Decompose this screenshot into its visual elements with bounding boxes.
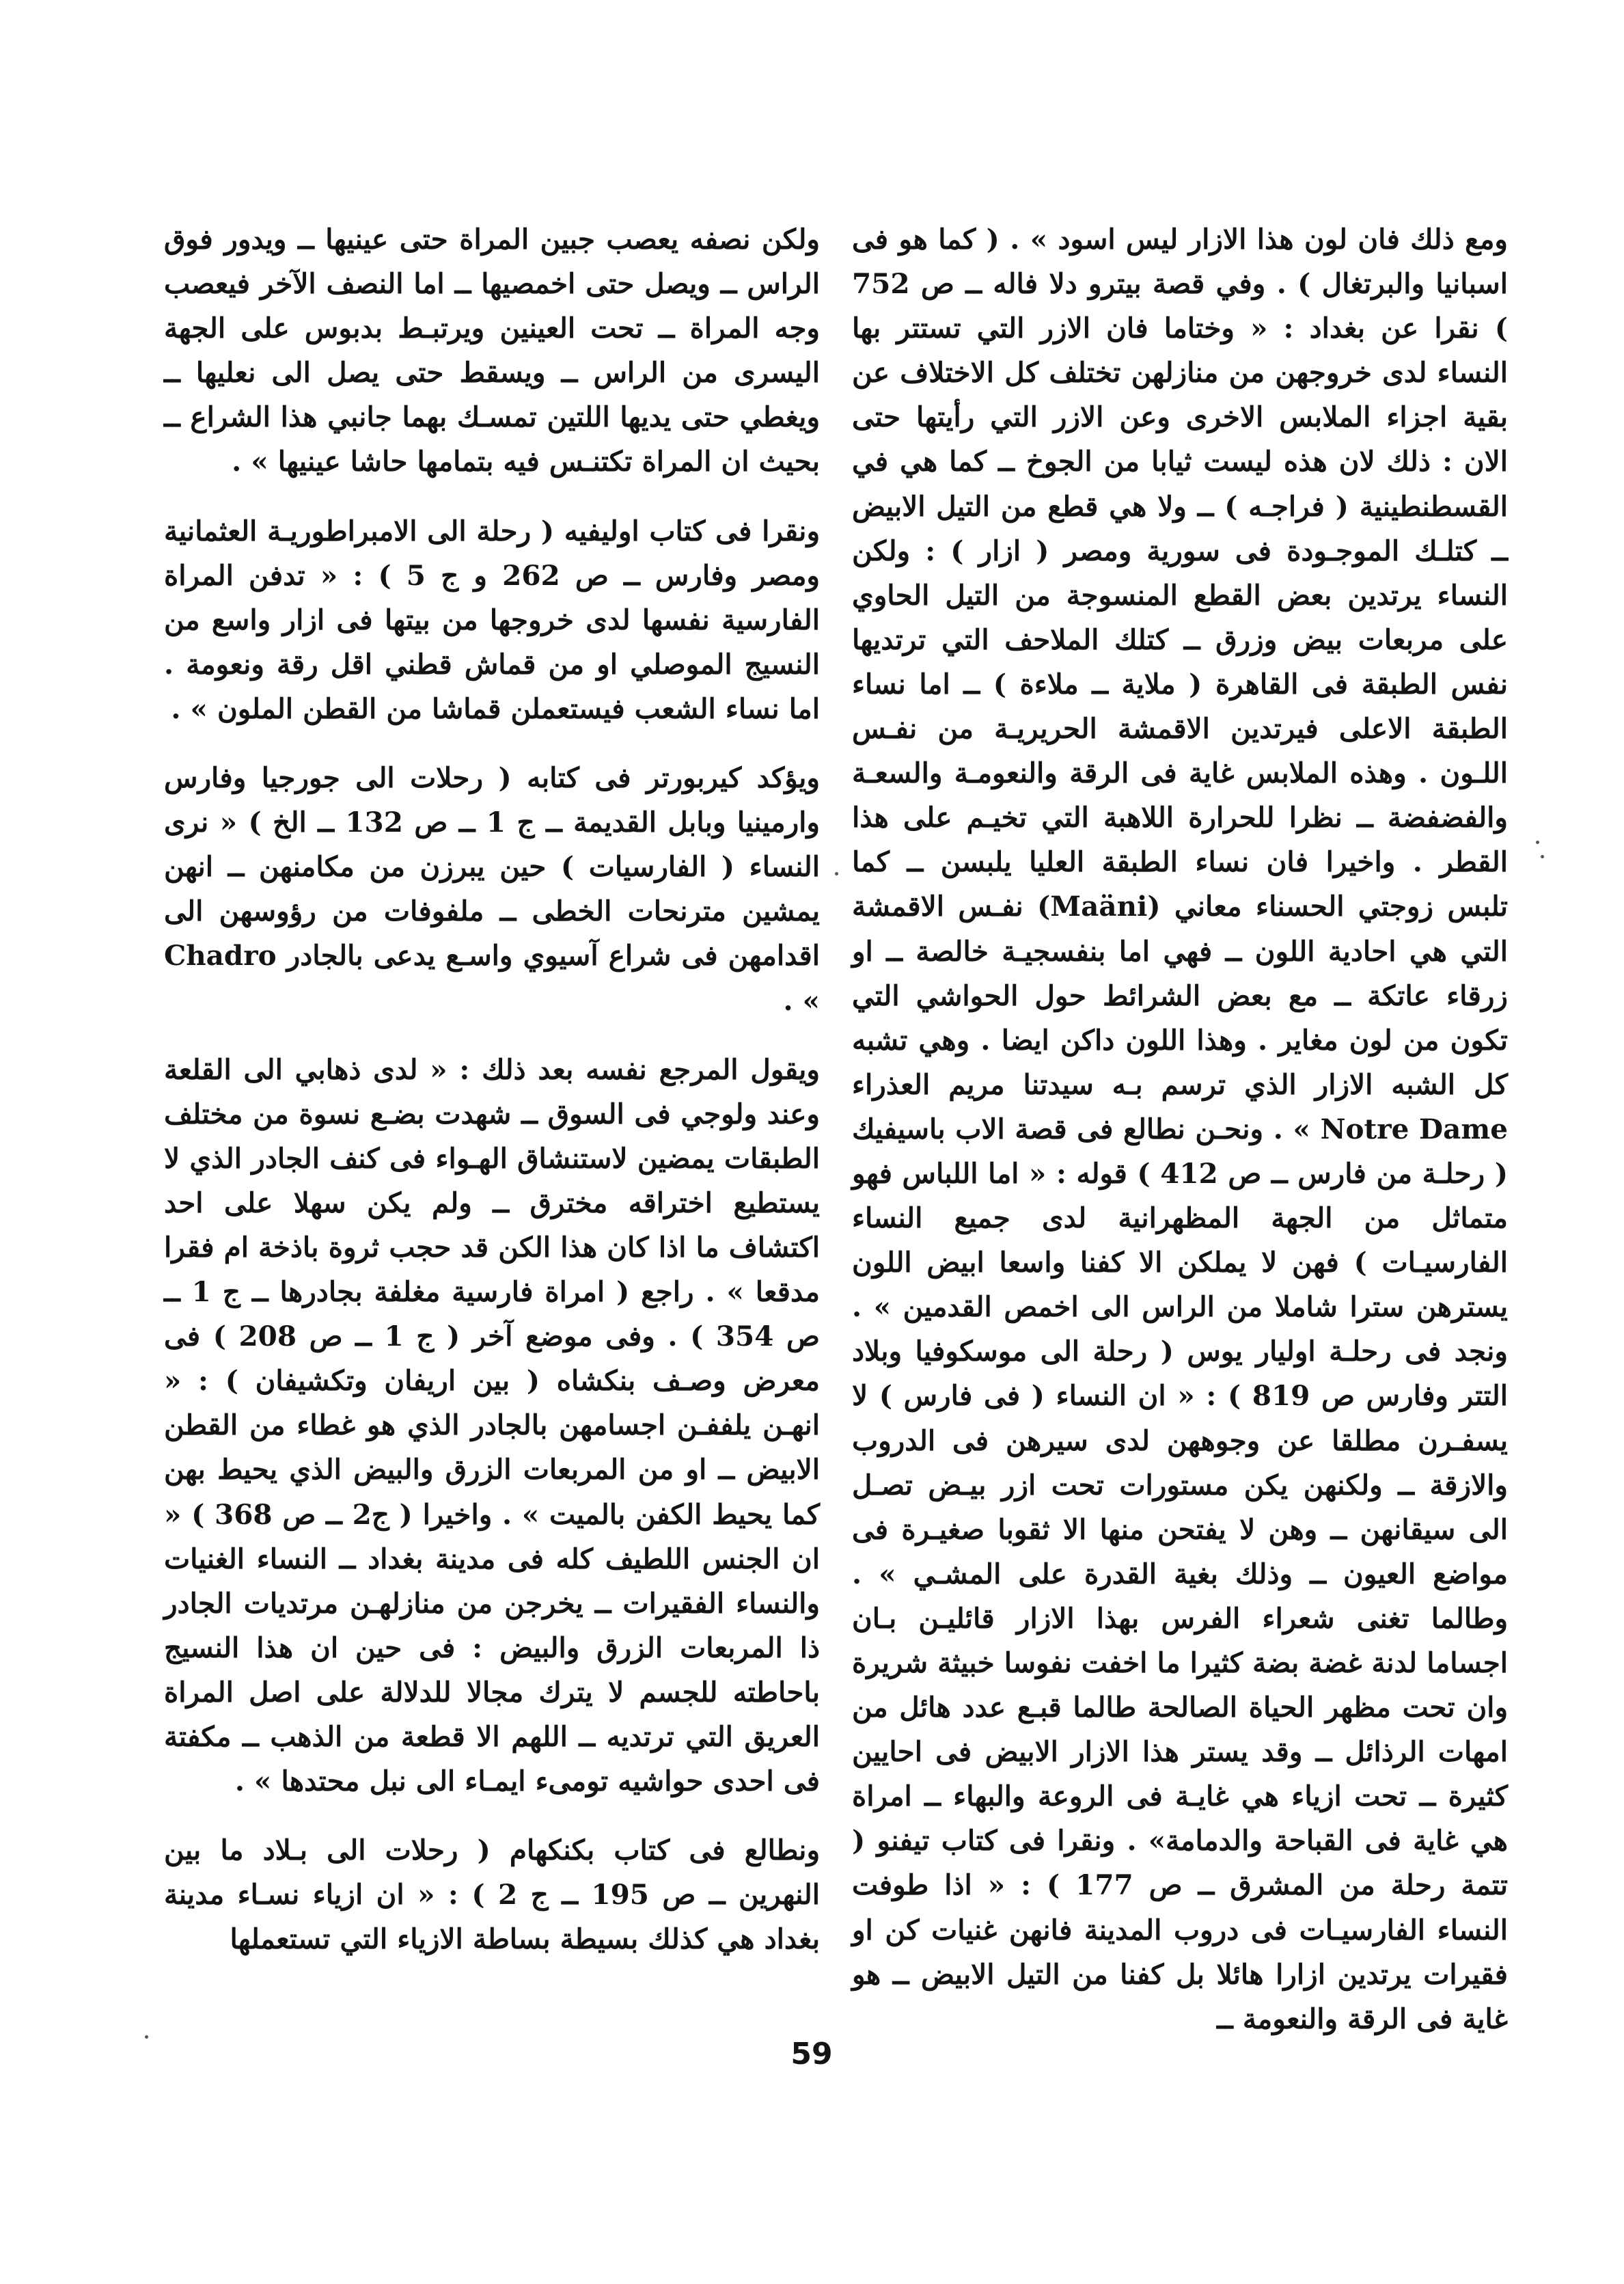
left-text-column xyxy=(164,217,820,1986)
left-column-paragraph: ونقرا فى كتاب اوليفيه ( رحلة الى الامبراطوريـة العثمانية ومصر وفارس ــ ص 262 و ج 5 ) : « تدفن المراة الفارسية نفسها لدى خروجها من بيتها فى ازار واسع من النسيج الموصلي او من قماش قطني اقل رقة ونعومة . اما نساء الشعب فيستعملن قماشا من القطن الملون » . xyxy=(164,514,820,725)
left-column-paragraph: ويقول المرجع نفسه بعد ذلك : « لدى ذهابي الى القلعة وعند ولوجي فى السوق ــ شهدت بضـع نسوة من مختلف الطبقات يمضين لاستنشاق الهـواء فى كنف الجادر الذي لا يستطيع اختراقه مخترق ــ ولم يكن سهلا على احد اكتشاف ما اذا كان هذا الكن قد حجب ثروة باذخة ام فقرا مدقعا » . راجع ( امراة فارسية مغلفة بجادرها ــ ج 1 ــ ص 354 ) . وفى موضع آخر ( ج 1 ــ ص 208 ) فى معرض وصـف بنكشاه ( بين اريفان وتكشيفان ) : « انهـن يلففـن اجسامهن بالجادر الذي هو غطاء من القطن الابيض ــ او من المربعات الزرق والبيض الذي يحيط بهن كما يحيط الكفن بالميت » . واخيرا ( ج2 ــ ص 368 ) « ان الجنس اللطيف كله فى مدينة بغداد ــ النساء الغنيات والنساء الفقيرات ــ يخرجن من منازلهـن مرتديات الجادر ذا المربعات الزرق والبيض : فى حين ان هذا النسيج باحاطته للجسم لا يترك مجالا للدلالة على اصل المراة العريق التي ترتديه ــ اللهم الا قطعة من الذهب ــ مكفتة فى احدى حواشيه تومىء ايمـاء الى نبل محتدها » . xyxy=(164,1052,820,1798)
scan-speck xyxy=(835,872,838,875)
page-number: 59 xyxy=(790,2037,833,2071)
right-text-column xyxy=(852,217,1508,2041)
scan-speck xyxy=(145,2035,148,2039)
scan-speck xyxy=(1541,855,1544,858)
scan-speck xyxy=(1536,841,1539,844)
left-column-paragraph: ولكن نصفه يعصب جبين المراة حتى عينيها ــ ويدور فوق الراس ــ ويصل حتى اخمصيها ــ اما النصف الآخر فيعصب وجه المراة ــ تحت العينين ويرتبـط بدبوس على الجهة اليسرى من الراس ــ ويسقط حتى يصل الى نعليها ــ ويغطي حتى يديها اللتين تمسـك بهما جانبي هذا الشراع ــ بحيث ان المراة تكتنـس فيه بتمامها حاشا عينيها » . xyxy=(164,223,820,478)
left-column-paragraph: ونطالع فى كتاب بكنكهام ( رحلات الى بـلاد ما بين النهرين ــ ص 195 ــ ج 2 ) : « ان ازياء نسـاء مدينة بغداد هي كذلك بسيطة بساطة الازياء التي تستعملها xyxy=(164,1834,820,1956)
left-column-paragraph: ويؤكد كيربورتر فى كتابه ( رحلات الى جورجيا وفارس وارمينيا وبابل القديمة ــ ج 1 ــ ص 132 ــ الخ ) « نرى النساء ( الفارسيات ) حين يبرزن من مكامنهن ــ انهن يمشين مترنحات الخطى ــ ملفوفات من رؤوسهن الى اقدامهن فى شراع آسيوي واسـع يدعى بالجادر Chadro » . xyxy=(164,761,820,1017)
right-column-paragraph: ومع ذلك فان لون هذا الازار ليس اسود » . ( كما هو فى اسبانيا والبرتغال ) . وفي قصة بيترو دلا فاله ــ ص 752 ) نقرا عن بغداد : « وختاما فان الازر التي تستتر بها النساء لدى خروجهن من منازلهن تختلف كل الاختلاف عن بقية اجزاء الملابس الاخرى وعن الازر التي رأيتها حتى الان : ذلك لان هذه ليست ثيابا من الجوخ ــ كما هي في القسطنطينية ( فراجـه ) ــ ولا هي قطع من التيل الابيض ــ كتلـك الموجـودة فى سورية ومصر ( ازار ) : ولكن النساء يرتدين بعض القطع المنسوجة من التيل الحاوي على مربعات بيض وزرق ــ كتلك الملاحف التي ترتديها نفس الطبقة فى القاهرة ( ملاية ــ ملاءة ) ــ اما نساء الطبقة الاعلى فيرتدين الاقمشة الحريريـة من نفـس اللـون . وهذه الملابس غاية فى الرقة والنعومـة والسعـة والفضفضة ــ نظرا للحرارة اللاهبة التي تخيـم على هذا القطر . واخيرا فان نساء الطبقة العليا يلبسن ــ كما تلبس زوجتي الحسناء معاني (Maäni) نفـس الاقمشة التي هي احادية اللون ــ فهي اما بنفسجيـة خالصة ــ او زرقاء عاتكة ــ مع بعض الشرائط حول الحواشي التي تكون من لون مغاير . وهذا اللون داكن ايضا . وهي تشبه كل الشبه الازار الذي ترسم بـه سيدتنا مريم العذراء Notre Dame » . ونحـن نطالع فى قصة الاب باسيفيك ( رحلـة من فارس ــ ص 412 ) قوله : « اما اللباس فهو متماثل من الجهة المظهرانية لدى جميع النساء الفارسيـات ) فهن لا يملكن الا كفنا واسعا ابيض اللون يسترهن سترا شاملا من الراس الى اخمص القدمين » . ونجد فى رحلـة اوليار يوس ( رحلة الى موسكوفيا وبلاد التتر وفارس ص 819 ) : « ان النساء ( فى فارس ) لا يسفـرن مطلقا عن وجوههن لدى سيرهن فى الدروب والازقة ــ ولكنهن يكن مستورات تحت ازر بيـض تصـل الى سيقانهن ــ وهن لا يفتحن منها الا ثقوبا صغيـرة فى مواضع العيون ــ وذلك بغية القدرة على المشـي » . وطالما تغنى شعراء الفرس بهذا الازار قائليـن بـان اجساما لدنة غضة بضة كثيرا ما اخفت نفوسا خبيثة شريرة وان تحت مظهر الحياة الصالحة طالما قبـع عدد هائل من امهات الرذائل ــ وقد يستر هذا الازار الابيض فى احايين كثيرة ــ تحت ازياء هي غايـة فى الروعة والبهاء ــ امراة هي غاية فى القباحة والدمامة» . ونقرا فى كتاب تيفنو ( تتمة رحلة من المشرق ــ ص 177 ) : « اذا طوفت النساء الفارسيـات فى دروب المدينة فانهن غنيات كن او فقيرات يرتدين ازارا هائلا بل كفنا من التيل الابيض ــ هو غاية فى الرقة والنعومة ــ xyxy=(852,223,1509,2035)
